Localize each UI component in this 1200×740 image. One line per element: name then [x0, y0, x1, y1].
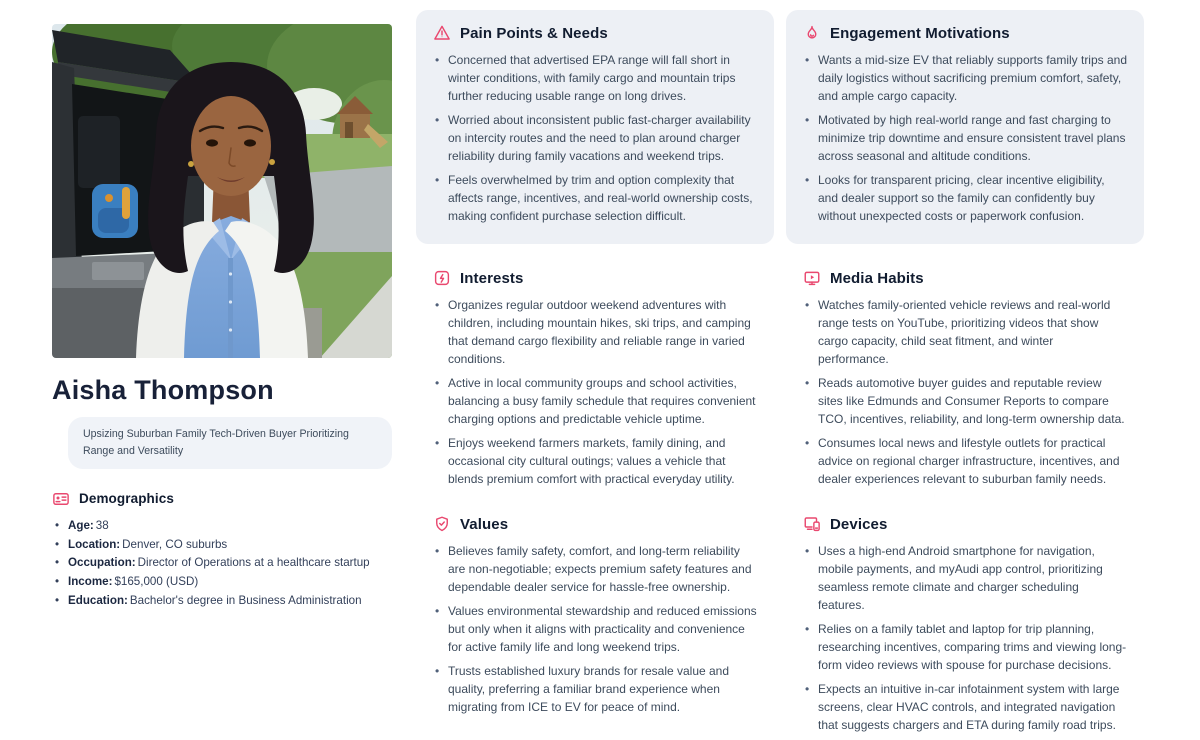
- section-title: Devices: [830, 515, 888, 533]
- demographic-value: Denver, CO suburbs: [122, 537, 228, 551]
- demographic-value: Director of Operations at a healthcare startup: [137, 556, 370, 570]
- demographic-item: [52, 573, 392, 592]
- devices-section: [786, 515, 1144, 734]
- section-title: Media Habits: [830, 269, 924, 287]
- demographic-value: $165,000 (USD): [114, 575, 199, 589]
- engagement-card: [786, 10, 1144, 244]
- demographic-value: 38: [95, 518, 109, 532]
- section-title: Pain Points & Needs: [460, 24, 608, 42]
- bullet-item: • Organizes regular outdoor weekend adventures with children, including mountain hikes, ski trips, and camping that demand cargo flexibility and reliable range in varied conditions.: [433, 296, 757, 368]
- demographics-header: [52, 490, 392, 508]
- bullet-item: • Watches family-oriented vehicle reviews and real-world range tests on YouTube, prioritizing videos that show cargo capacity, child seat fitment, and winter performance.: [803, 296, 1127, 368]
- bullet-list: [803, 296, 1127, 488]
- media-habits-header: [803, 269, 1127, 287]
- bullet-list: [433, 296, 757, 488]
- bullet-item: • Believes family safety, comfort, and long-term reliability are non-negotiable; expects premium safety features and dependable dealer service for hassle-free ownership.: [433, 542, 757, 596]
- interests-section: [416, 269, 774, 488]
- interests-header: [433, 269, 757, 287]
- section-title: Values: [460, 515, 509, 533]
- bullet-item: • Motivated by high real-world range and fast charging to minimize trip downtime and ensure consistent travel plans across seasonal and altitude conditions.: [803, 111, 1127, 165]
- engagement-header: [803, 24, 1127, 42]
- demographics-section: [52, 490, 392, 611]
- bullet-list: [803, 542, 1127, 734]
- bullet-list: [433, 542, 757, 716]
- section-title: Interests: [460, 269, 524, 287]
- bullet-item: • Feels overwhelmed by trim and option complexity that affects range, incentives, and real-world ownership costs, making confident purchase selection difficult.: [433, 171, 757, 225]
- bullet-item: • Reads automotive buyer guides and reputable review sites like Edmunds and Consumer Reports to compare TCO, incentives, reliability, and long-term ownership data.: [803, 374, 1127, 428]
- bullet-item: • Consumes local news and lifestyle outlets for practical advice on regional charger infrastructure, incentives, and dealer experiences relevant to suburban family needs.: [803, 434, 1127, 488]
- devices-icon: [803, 515, 821, 533]
- bullet-item: • Enjoys weekend farmers markets, family dining, and occasional city cultural outings; values a vehicle that blends premium comfort with practical everyday utility.: [433, 434, 757, 488]
- lightning-icon: [433, 269, 451, 287]
- persona-photo: [52, 24, 392, 358]
- warning-triangle-icon: [433, 24, 451, 42]
- demographic-item: [52, 536, 392, 555]
- bullet-item: • Values environmental stewardship and reduced emissions but only when it aligns with practicality and convenience for active family life and long weekend trips.: [433, 602, 757, 656]
- shield-check-icon: [433, 515, 451, 533]
- values-header: [433, 515, 757, 533]
- demographic-item: [52, 517, 392, 536]
- devices-header: [803, 515, 1127, 533]
- flame-icon: [803, 24, 821, 42]
- bullet-list: [433, 51, 757, 225]
- media-habits-section: [786, 269, 1144, 488]
- bullet-item: • Expects an intuitive in-car infotainment system with large screens, clear HVAC controls, and integrated navigation that suggests chargers and ETA during family road trips.: [803, 680, 1127, 734]
- demographic-item: [52, 592, 392, 611]
- persona-name: Aisha Thompson: [52, 375, 274, 405]
- bullet-list: [803, 51, 1127, 225]
- demographic-value: Bachelor's degree in Business Administration: [129, 594, 362, 607]
- profile-column: [52, 10, 392, 740]
- bullet-item: • Relies on a family tablet and laptop for trip planning, researching incentives, comparing trims and viewing long-form video reviews with spouse for purchase decisions.: [803, 620, 1127, 674]
- section-title: Engagement Motivations: [830, 24, 1010, 42]
- bullet-item: • Concerned that advertised EPA range will fall short in winter conditions, with family cargo and mountain trips further reducing usable range on long drives.: [433, 51, 757, 105]
- video-monitor-icon: [803, 269, 821, 287]
- pain-points-header: [433, 24, 757, 42]
- demographic-label: Education:: [68, 594, 128, 607]
- demographics-list: [52, 517, 392, 611]
- bullet-item: • Looks for transparent pricing, clear incentive eligibility, and dealer support so the family can confidently buy without unexpected costs or paperwork confusion.: [803, 171, 1127, 225]
- id-card-icon: [52, 490, 70, 508]
- demographic-label: Location:: [68, 537, 121, 551]
- demographic-label: Occupation:: [68, 556, 136, 570]
- middle-column: [416, 10, 774, 740]
- bullet-item: • Uses a high-end Android smartphone for navigation, mobile payments, and myAudi app control, prioritizing seamless remote climate and charger scheduling features.: [803, 542, 1127, 614]
- demographics-title: Demographics: [79, 491, 174, 507]
- bullet-item: • Active in local community groups and school activities, balancing a busy family schedule that requires convenient charging options and predictable vehicle uptime.: [433, 374, 757, 428]
- demographic-item: [52, 554, 392, 573]
- persona-tagline: Upsizing Suburban Family Tech-Driven Buyer Prioritizing Range and Versatility: [68, 417, 392, 469]
- bullet-item: • Wants a mid-size EV that reliably supports family trips and daily logistics without sacrificing premium comfort, safety, and ample cargo capacity.: [803, 51, 1127, 105]
- bullet-item: • Trusts established luxury brands for resale value and quality, preferring a familiar brand experience when migrating from ICE to EV for peace of mind.: [433, 662, 757, 716]
- demographic-label: Age:: [68, 518, 94, 532]
- right-column: [786, 10, 1144, 740]
- demographic-label: Income:: [68, 575, 113, 589]
- values-section: [416, 515, 774, 716]
- pain-points-card: [416, 10, 774, 244]
- bullet-item: • Worried about inconsistent public fast-charger availability on intercity routes and the need to plan around charger reliability during family vacations and weekend trips.: [433, 111, 757, 165]
